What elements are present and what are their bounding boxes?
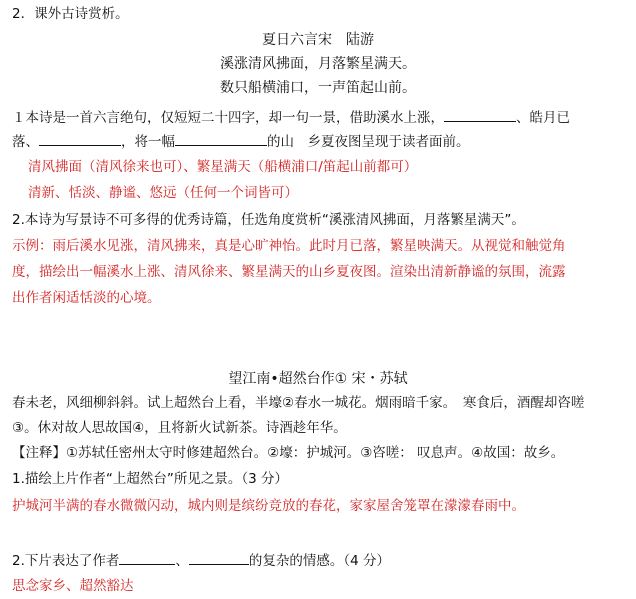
answer-blank [39,131,121,146]
answer-blank [444,107,516,122]
question-2-answer-line-3: 出作者闲适恬淡的心境。 [12,290,161,306]
question-1-text-a: １本诗是一首六言绝句，仅短短二十四字，却一句一景，借助溪水上涨， [12,110,444,126]
poem2-title: 望江南•超然台作① 宋・苏轼 [228,371,408,387]
section-title: 2．课外古诗赏析。 [12,6,129,22]
question-1-answer-2: 清新、恬淡、静谧、悠远（任何一个词皆可） [28,185,298,201]
question-4-text-c: 的复杂的情感。（4 分） [248,553,391,569]
poem1-line-1: 溪涨清风拂面，月落繁星满天。 [220,56,416,72]
question-1-line-1 [12,107,570,128]
question-1-answer-1: 清风拂面（清风徐来也可）、繁星满天（船横浦口/笛起山前都可） [28,159,418,175]
poem1-line-2: 数只船横浦口，一声笛起山前。 [220,80,416,96]
question-2-text: 2.本诗为写景诗不可多得的优秀诗篇，任选角度赏析“溪涨清风拂面，月落繁星满天”。 [12,212,525,228]
question-4-text-a: 2.下片表达了作者 [12,553,120,569]
question-1-line-2 [12,131,470,152]
poem2-text-line-2: ③。休对故人思故国④，且将新火试新茶。诗酒趁年华。 [12,420,347,436]
poem2-text-line-1: 春未老，风细柳斜斜。试上超然台上看，半壕②春水一城花。烟雨暗千家。 寒食后，酒醒却咨嗟 [12,395,585,411]
question-2-answer-line-2: 度，描绘出一幅溪水上涨、清风徐来、繁星满天的山乡夏夜图。渲染出清新静谧的氛围，流露 [12,264,566,280]
poem2-notes: 【注释】①苏轼任密州太守时修建超然台。②壕：护城河。③咨嗟： 叹息声。④故国：故乡。 [12,445,565,461]
question-1-text-d: ，将一幅 [121,134,175,150]
question-1-text-c: 落、 [12,134,39,150]
question-4-text [12,550,390,571]
question-1-text-e: 的山 乡夏夜图呈现于读者面前。 [267,134,470,150]
answer-blank [119,550,175,565]
answer-blank [189,550,249,565]
question-1-text-b: 、皓月已 [516,110,570,126]
answer-blank [175,131,267,146]
question-2-answer-line-1: 示例：雨后溪水见涨，清风拂来，真是心旷神怡。此时月已落，繁星映满天。从视觉和触觉角 [12,238,566,254]
question-4-text-b: 、 [175,553,189,569]
question-3-text: 1.描绘上片作者“上超然台”所见之景。（3 分） [12,471,288,487]
question-3-answer: 护城河半满的春水微微闪动，城内则是缤纷竞放的春花，家家屋舍笼罩在濛濛春雨中。 [12,498,525,514]
question-4-answer: 思念家乡、超然豁达 [12,578,134,594]
poem1-title: 夏日六言宋 陆游 [262,32,374,48]
